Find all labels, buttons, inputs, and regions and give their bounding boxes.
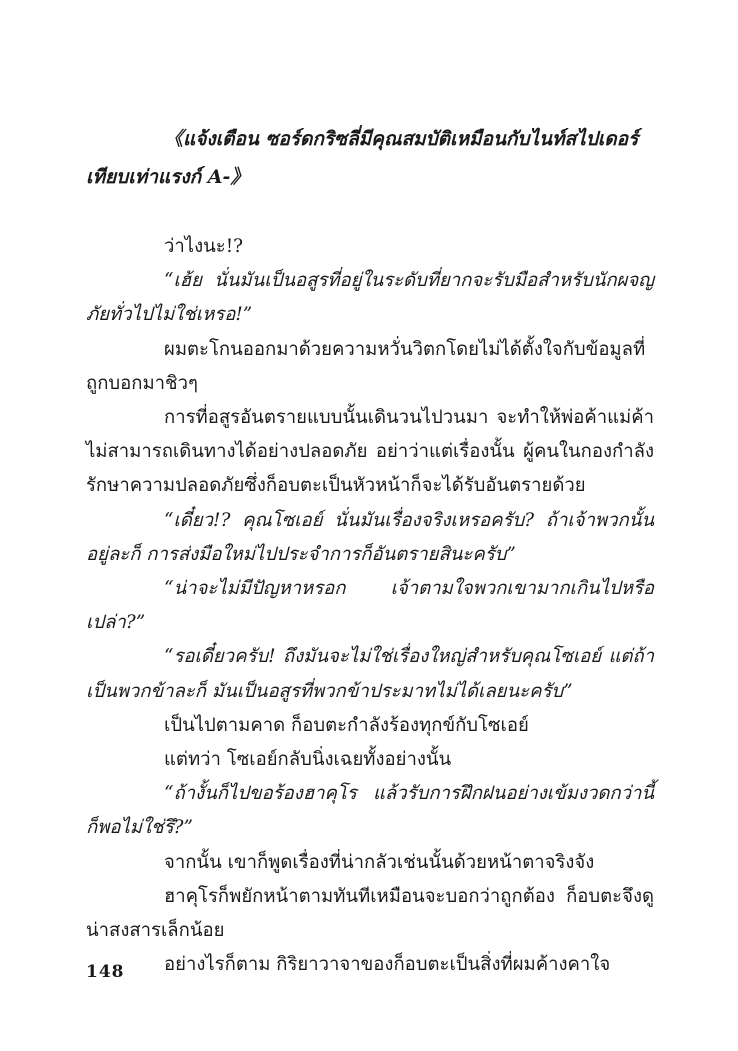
paragraph-4: การที่อสูรอันตรายแบบนั้นเดินวนไปวนมา จะทำให้พ่อค้าแม่ค้าไม่สามารถเดินทางได้อย่างปลอดภัย อย่าว่าแต่เรื่องนั้น ผู้คนในกองกำลังรักษาความปลอดภัยซึ่งก็อบตะเป็นหัวหน้าก็จะได้รับอันตรายด้วย — [86, 407, 654, 497]
paragraph-10-dialogue: “ถ้างั้นก็ไปขอร้องฮาคุโร แล้วรับการฝึกฝนอย่างเข้มงวดกว่านี้ก็พอไม่ใช่รึ?” — [86, 783, 654, 839]
paragraph-5-dialogue: “เดี๋ยว!? คุณโซเอย์ นั่นมันเรื่องจริงเหรอครับ? ถ้าเจ้าพวกนั้นอยู่ละก็ การส่งมือใหม่ไปประจำการก็อันตรายสินะครับ” — [86, 509, 654, 565]
paragraph-8: เป็นไปตามคาด ก็อบตะกำลังร้องทุกข์กับโซเอย์ — [164, 714, 529, 736]
system-notification-title: 《แจ้งเตือน ซอร์ดกริซลี่มีคุณสมบัติเหมือนกับไนท์สไปเดอร์เทียบเท่าแรงก์ A-》 — [86, 128, 639, 188]
paragraph-3: ผมตะโกนออกมาด้วยความหวั่นวิตกโดยไม่ได้ตั้งใจกับข้อมูลที่ถูกบอกมาชิวๆ — [86, 338, 646, 394]
paragraph-6-dialogue: “น่าจะไม่มีปัญหาหรอก เจ้าตามใจพวกเขามากเกินไปหรือเปล่า?” — [86, 578, 654, 634]
paragraph-11: จากนั้น เขาก็พูดเรื่องที่น่ากลัวเช่นนั้นด้วยหน้าตาจริงจัง — [164, 851, 595, 873]
paragraph-13: อย่างไรก็ตาม กิริยาวาจาของก็อบตะเป็นสิ่งที่ผมค้างคาใจ — [164, 954, 611, 976]
page-number: 148 — [86, 962, 125, 982]
paragraph-9: แต่ทว่า โซเอย์กลับนิ่งเฉยทั้งอย่างนั้น — [164, 749, 452, 771]
paragraph-1: ว่าไงนะ!? — [164, 236, 244, 257]
paragraph-2-dialogue: “เฮ้ย นั่นมันเป็นอสูรที่อยู่ในระดับที่ยากจะรับมือสำหรับนักผจญภัยทั่วไปไม่ใช่เหรอ!” — [86, 270, 654, 326]
paragraph-12: ฮาคุโรก็พยักหน้าตามทันทีเหมือนจะบอกว่าถูกต้อง ก็อบตะจึงดูน่าสงสารเล็กน้อย — [86, 885, 654, 942]
book-page-body — [86, 120, 654, 982]
paragraph-7-dialogue: “รอเดี๋ยวครับ! ถึงมันจะไม่ใช่เรื่องใหญ่สำหรับคุณโซเอย์ แต่ถ้าเป็นพวกข้าละก็ มันเป็นอสูรที่พวกข้าประมาทไม่ได้เลยนะครับ” — [86, 646, 654, 702]
